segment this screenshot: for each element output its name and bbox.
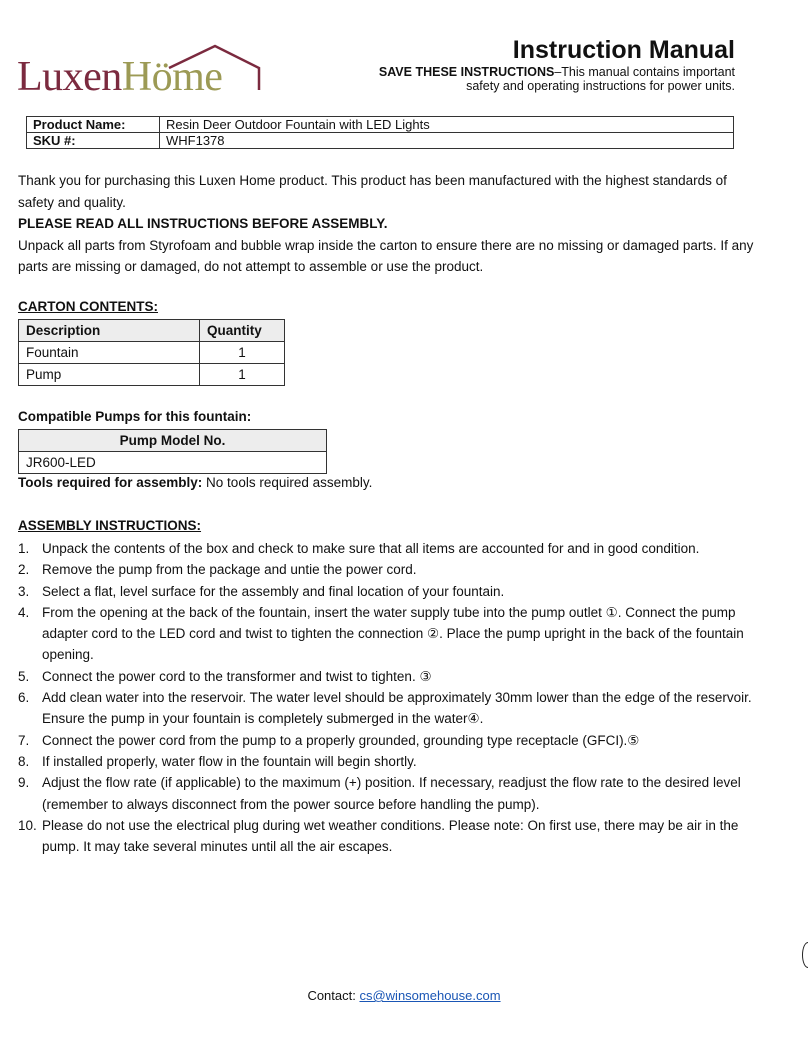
sku-value: WHF1378: [160, 133, 734, 149]
page-title: Instruction Manual: [512, 36, 735, 64]
brand-luxen: Luxen: [17, 54, 122, 100]
intro-section: [18, 170, 758, 278]
contact-email-link[interactable]: cs@winsomehouse.com: [359, 988, 501, 1003]
step-text: Add clean water into the reservoir. The water level should be approximately 30mm lower than the edge of the reservoir. Ensure the pump in your fountain is completely submerged in the water④.: [42, 690, 752, 727]
step-text: Unpack the contents of the box and check to make sure that all items are accounted for and in good condition.: [42, 541, 700, 556]
step-number: 10.: [18, 817, 37, 833]
step-text: From the opening at the back of the fountain, insert the water supply tube into the pump outlet ①. Connect the pump adapter cord to the LED cord and twist to tighten the connection ②. Place the pump upright in the back of the fountain opening.: [42, 604, 744, 663]
step-text: Connect the power cord to the transformer and twist to tighten. ③: [42, 668, 432, 684]
table-row: [19, 452, 327, 474]
save-notice-bold: SAVE THESE INSTRUCTIONS: [378, 65, 555, 79]
intro-read-warning: PLEASE READ ALL INSTRUCTIONS BEFORE ASSEMBLY.: [18, 216, 388, 231]
product-name-value: Resin Deer Outdoor Fountain with LED Lights: [160, 117, 734, 133]
footer-contact: [0, 988, 808, 1003]
step-text: If installed properly, water flow in the fountain will begin shortly.: [42, 753, 417, 769]
assembly-step: [18, 559, 770, 580]
brand-home: Höme: [121, 54, 223, 100]
assembly-step: [18, 751, 770, 772]
product-info-table: [26, 116, 734, 149]
table-row: [19, 342, 285, 364]
carton-contents-title: CARTON CONTENTS:: [18, 299, 158, 314]
page-edge-mark: [802, 942, 808, 968]
assembly-step: [18, 666, 770, 687]
step-text: Connect the power cord from the pump to a properly grounded, grounding type receptacle (GFCI).⑤: [42, 732, 640, 748]
step-text: Adjust the flow rate (if applicable) to the maximum (+) position. If necessary, readjust the flow rate to the desired level (remember to always disconnect from the power source before handling the pump).: [42, 775, 741, 812]
tools-label: Tools required for assembly:: [18, 475, 203, 490]
step-text: Select a flat, level surface for the assembly and final location of your fountain.: [42, 583, 505, 599]
intro-unpack: Unpack all parts from Styrofoam and bubble wrap inside the carton to ensure there are no missing or damaged parts. If any parts are missing or damaged, do not attempt to assemble or use the product.: [18, 237, 754, 274]
save-notice: [379, 65, 735, 79]
step-text: Remove the pump from the package and untie the power cord.: [42, 562, 417, 578]
step-number: 5.: [18, 668, 30, 684]
item-quantity: 1: [200, 364, 285, 386]
sku-label: SKU #:: [27, 133, 160, 149]
save-notice-line2: safety and operating instructions for power units.: [466, 79, 735, 93]
assembly-title: ASSEMBLY INSTRUCTIONS:: [18, 518, 202, 533]
step-number: 4.: [18, 604, 30, 620]
table-header-row: [19, 430, 327, 452]
step-number: 7.: [18, 732, 30, 748]
step-number: 2.: [18, 562, 30, 578]
assembly-step: [18, 538, 770, 559]
item-description: Fountain: [19, 342, 200, 364]
assembly-step: [18, 602, 770, 666]
compatible-pumps-table: [18, 429, 327, 474]
step-number: 3.: [18, 583, 30, 599]
assembly-step: [18, 730, 770, 751]
table-row: [27, 117, 734, 133]
step-number: 6.: [18, 690, 30, 706]
column-header-pump-model: Pump Model No.: [19, 430, 327, 452]
column-header-quantity: Quantity: [200, 320, 285, 342]
item-quantity: 1: [200, 342, 285, 364]
step-number: 1.: [18, 541, 30, 556]
product-name-label: Product Name:: [27, 117, 160, 133]
brand-wordmark: [17, 56, 222, 98]
assembly-step: [18, 815, 770, 858]
save-notice-text: –This manual contains important: [554, 65, 735, 79]
compatible-pumps-title: Compatible Pumps for this fountain:: [18, 409, 252, 424]
carton-contents-table: [18, 319, 285, 386]
contact-label: Contact:: [307, 988, 360, 1003]
assembly-step: [18, 772, 770, 815]
table-row: [27, 133, 734, 149]
table-header-row: [19, 320, 285, 342]
intro-thanks: Thank you for purchasing this Luxen Home product. This product has been manufactured with the highest standards of safety and quality.: [18, 173, 727, 210]
brand-logo: [17, 42, 267, 100]
step-number: 9.: [18, 775, 30, 791]
step-number: 8.: [18, 753, 30, 769]
assembly-step: [18, 687, 770, 730]
pump-model: JR600-LED: [19, 452, 327, 474]
column-header-description: Description: [19, 320, 200, 342]
header: [379, 35, 735, 93]
assembly-steps: [18, 538, 770, 857]
tools-value: No tools required assembly.: [202, 475, 373, 490]
assembly-step: [18, 581, 770, 602]
item-description: Pump: [19, 364, 200, 386]
tools-required: [18, 475, 372, 490]
table-row: [19, 364, 285, 386]
step-text: Please do not use the electrical plug during wet weather conditions. Please note: On first use, there may be air in the pump. It may take several minutes until all the air escapes.: [42, 817, 739, 855]
